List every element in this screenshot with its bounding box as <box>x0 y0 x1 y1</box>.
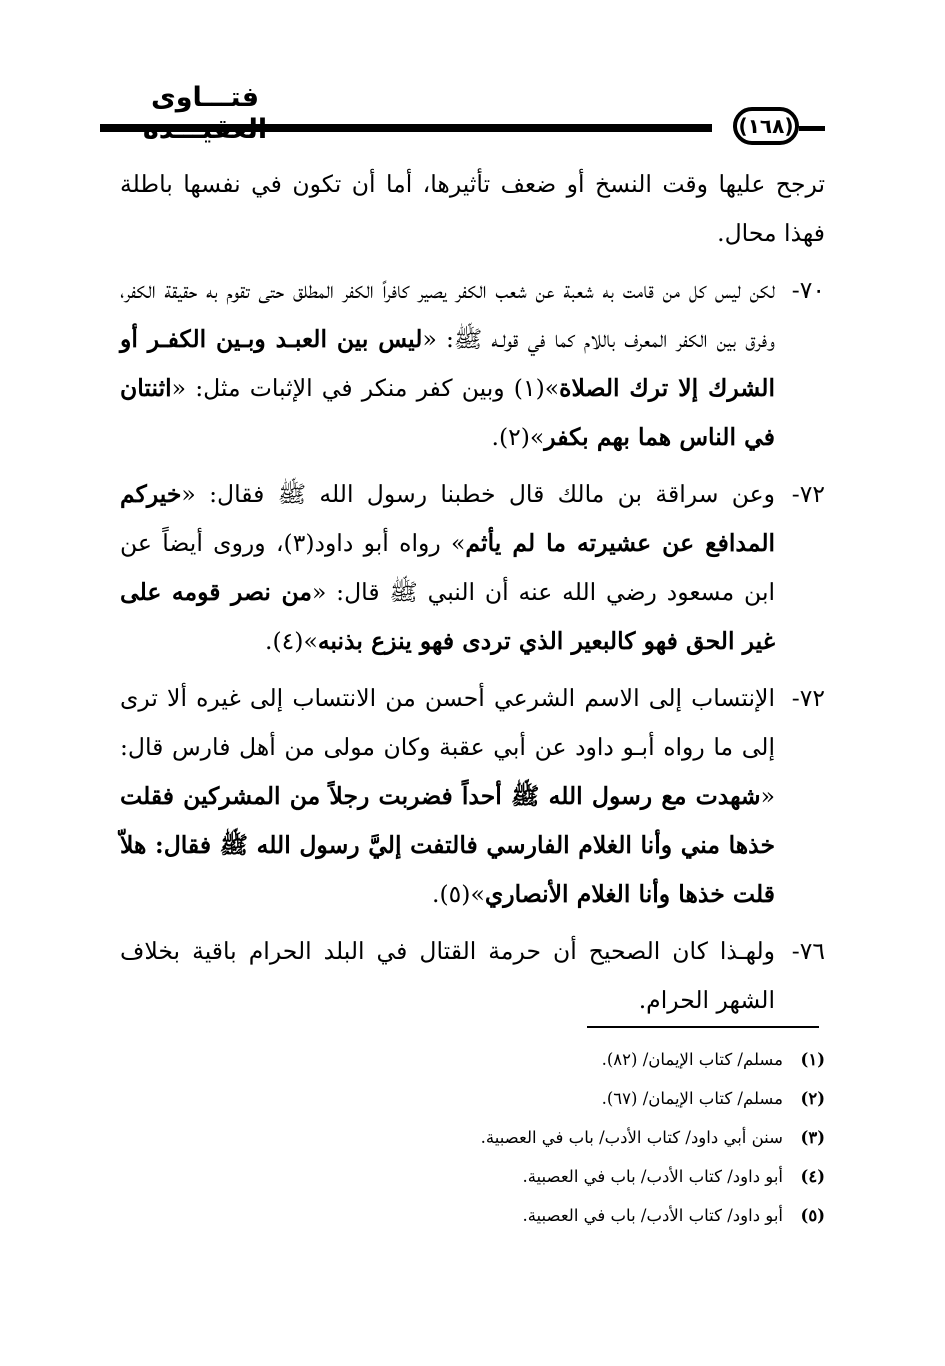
footnote-4 <box>120 1157 825 1196</box>
item-number: ٧٠- <box>791 276 825 304</box>
intro-paragraph: ترجح عليها وقت النسخ أو ضعف تأثيرها، أما أن تكون في نفسها باطلة فهذا محال. <box>120 170 825 247</box>
page-number: (١٦٨) <box>733 107 799 145</box>
hadith-quote: من نصر قومه على غير الحق فهو كالبعير الذي تردى فهو ينزع بذنبه <box>120 578 775 655</box>
item-plain-text: » رواه أبو داود(٣)، وروى أيضاً عن ابن مسعود رضي الله عنه أن النبي ﷺ قال: « <box>120 529 776 606</box>
item-text <box>120 266 775 462</box>
hadith-quote: شهدت مع رسول الله ﷺ أحداً فضربت رجلاً من المشركين فقلت خذها مني وأنا الغلام الفارسي فالتفت إليَّ رسول الله ﷺ فقال: هلاّ قلت خذها وأنا الغلام الأنصاري <box>120 782 775 908</box>
item-plain-text: لكن ليس كل من قامت به شعبة عن شعب الكفر يصير كافراً الكفر المطلق حتى تقوم به حقيقة الكفر، وفرق بين الكفر المعرف باللام كما في قولـه ﷺ: « <box>120 276 775 353</box>
numbered-item-70 <box>120 266 825 462</box>
footnotes <box>120 1040 825 1235</box>
item-text <box>120 470 775 666</box>
item-plain-text: »(٤). <box>265 627 318 655</box>
header-rule <box>100 124 712 132</box>
footnote-number: (٢) <box>800 1089 825 1108</box>
footnote-number: (٥) <box>800 1206 825 1225</box>
item-plain-text: الإنتساب إلى الاسم الشرعي أحسن من الانتساب إلى غيره ألا ترى إلى ما رواه أبـو داود عن أبي عقبة وكان مولى من أهل فارس قال: « <box>120 684 775 810</box>
item-number: ٧٢- <box>791 480 825 508</box>
numbered-item-72b <box>120 674 825 919</box>
footnote-number: (٤) <box>800 1167 825 1186</box>
footnote-text: مسلم/ كتاب الإيمان/ (٦٧). <box>601 1089 783 1108</box>
numbered-item-76 <box>120 927 825 1025</box>
footnote-3 <box>120 1118 825 1157</box>
footnote-text: مسلم/ كتاب الإيمان/ (٨٢). <box>601 1050 783 1069</box>
item-text: ولهـذا كان الصحيح أن حرمة القتال في البلد الحرام باقية بخلاف الشهر الحرام. <box>120 937 775 1014</box>
hadith-quote: ليس بين العبـد وبـين الكفـر أو الشرك إلا ترك الصلاة <box>120 325 775 402</box>
hadith-quote: خيركم المدافع عن عشيرته ما لم يأثم <box>120 480 776 557</box>
footnote-5 <box>120 1196 825 1235</box>
item-text <box>120 674 775 919</box>
item-number: ٧٢- <box>791 684 825 712</box>
footnote-text: أبو داود/ كتاب الأدب/ باب في العصبية. <box>522 1206 783 1225</box>
hadith-quote: اثنتان في الناس هما بهم بكفر <box>120 374 775 451</box>
item-plain-text: »(٢). <box>491 423 545 451</box>
footnote-separator <box>587 1026 819 1028</box>
item-number: ٧٦- <box>791 937 825 965</box>
footnote-number: (٣) <box>800 1128 825 1147</box>
footnote-number: (١) <box>800 1050 825 1069</box>
item-plain-text: »(١) وبين كفر منكر في الإثبات مثل: « <box>171 374 560 402</box>
footnote-text: أبو داود/ كتاب الأدب/ باب في العصبية. <box>522 1167 783 1186</box>
footnote-1 <box>120 1040 825 1079</box>
running-title: فتـــاوى <box>150 82 260 113</box>
footnote-text: سنن أبي داود/ كتاب الأدب/ باب في العصبية. <box>480 1128 783 1147</box>
main-text <box>120 160 825 1025</box>
footnote-2 <box>120 1079 825 1118</box>
header-rule-end <box>799 126 825 131</box>
item-plain-text: »(٥). <box>432 880 485 908</box>
numbered-item-72a <box>120 470 825 666</box>
item-plain-text: وعن سراقة بن مالك قال خطبنا رسول الله ﷺ فقال: « <box>181 480 775 508</box>
